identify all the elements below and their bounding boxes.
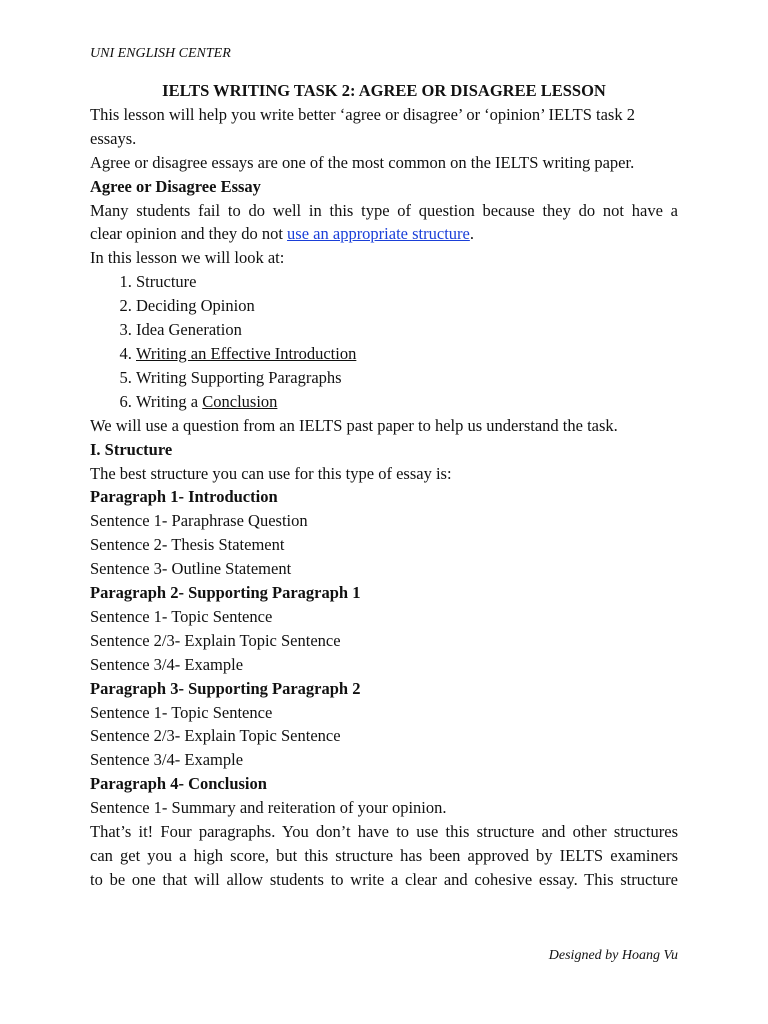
paragraph-2-heading: Paragraph 2- Supporting Paragraph 1 [90,583,361,603]
list-item: 2. Deciding Opinion [136,294,678,318]
sentence-line: Sentence 1- Summary and reiteration of your opinion. [90,798,447,818]
sentence-line: Sentence 3/4- Example [90,750,244,770]
paragraph-3-heading: Paragraph 3- Supporting Paragraph 2 [90,678,361,698]
intro-paragraph-2: Agree or disagree essays are one of the most common on the IELTS writing paper. [90,152,635,172]
closing-line-2: can get you a high score, but this structure has been approved by IELTS examiners [90,846,678,865]
sentence-line: Sentence 1- Topic Sentence [90,702,273,722]
list-item: 5. Writing Supporting Paragraphs [136,366,678,390]
conclusion-link[interactable]: Conclusion [202,391,278,411]
closing-line-1: That’s it! Four paragraphs. You don’t have to use this structure and other structures [90,822,678,842]
sentence-line: Sentence 2/3- Explain Topic Sentence [90,630,341,650]
sentence-line: Sentence 2- Thesis Statement [90,535,285,555]
lesson-list [90,270,678,413]
list-item: 3. Idea Generation [136,318,678,342]
structure-lead: The best structure you can use for this type of essay is: [90,463,452,483]
sentence-line: Sentence 2/3- Explain Topic Sentence [90,726,341,746]
essay-paragraph-line-2: clear opinion and they do not use an appropriate structure. [90,224,474,244]
list-item-introduction-link[interactable]: 4. Writing an Effective Introduction [136,342,678,366]
structure-link[interactable]: use an appropriate structure [287,224,470,244]
essay-heading: Agree or Disagree Essay [90,176,261,196]
sentence-line: Sentence 1- Topic Sentence [90,606,273,626]
page-header: UNI ENGLISH CENTER [90,46,231,61]
paragraph-1-heading: Paragraph 1- Introduction [90,487,278,507]
structure-heading: I. Structure [90,439,173,459]
list-item: 1. Structure [136,270,678,294]
page-footer: Designed by Hoang Vu [548,948,678,963]
intro-line-1: This lesson will help you write better ‘agree or disagree’ or ‘opinion’ IELTS task 2 [90,104,635,124]
document-body [90,79,678,892]
paragraph-4-heading: Paragraph 4- Conclusion [90,774,267,794]
sentence-line: Sentence 1- Paraphrase Question [90,511,308,531]
question-note: We will use a question from an IELTS past paper to help us understand the task. [90,415,618,435]
page-title: IELTS WRITING TASK 2: AGREE OR DISAGREE LESSON [162,81,606,100]
list-item: 6. Writing a Conclusion [136,390,678,414]
sentence-line: Sentence 3/4- Example [90,654,244,674]
closing-line-3: to be one that will allow students to write a clear and cohesive essay. This structure [90,869,678,889]
lesson-list-lead: In this lesson we will look at: [90,248,285,268]
essay-paragraph-line-1: Many students fail to do well in this type of question because they do not have a [90,200,678,220]
intro-line-2: essays. [90,128,137,148]
sentence-line: Sentence 3- Outline Statement [90,559,292,579]
